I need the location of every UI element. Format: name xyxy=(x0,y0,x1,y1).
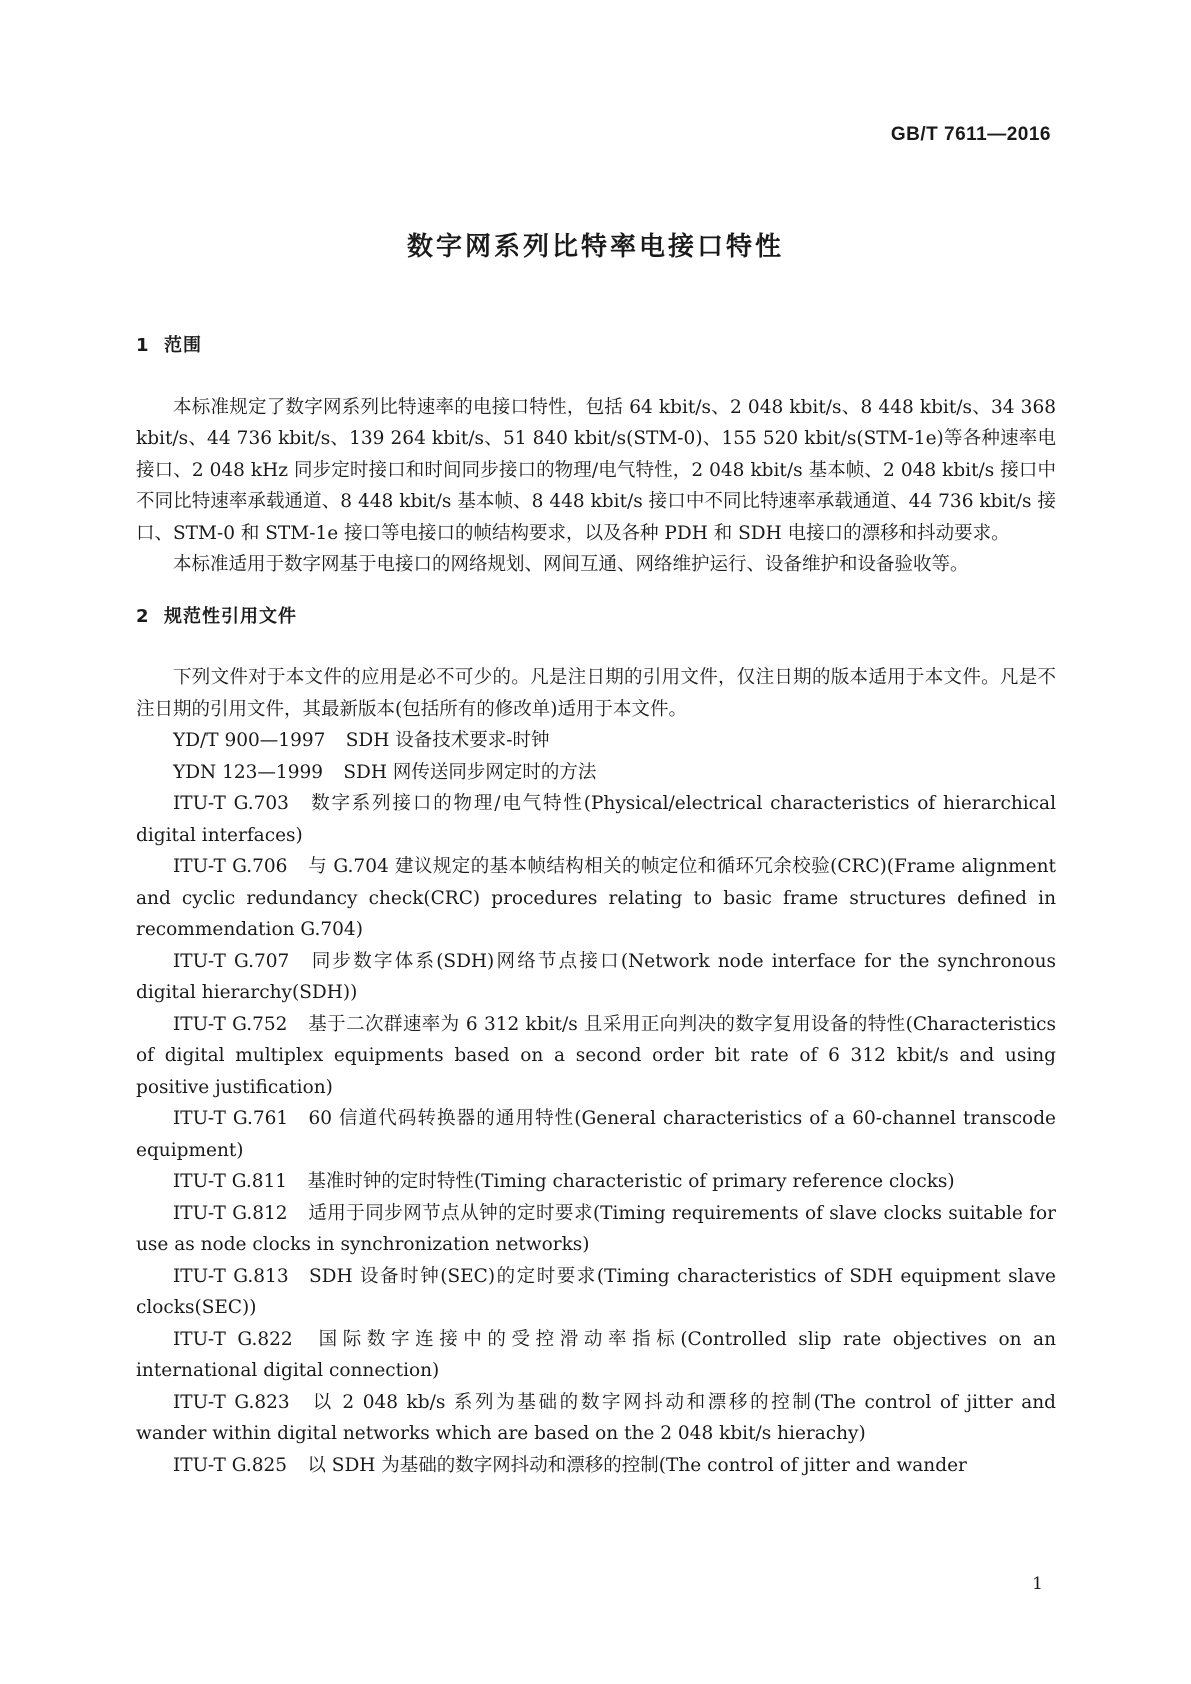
reference-text: 以 SDH 为基础的数字网抖动和漂移的控制(The control of jitter and wander xyxy=(307,1454,967,1476)
document-body xyxy=(136,330,1056,1481)
section-2-heading xyxy=(136,601,1056,633)
section-1-heading xyxy=(136,330,1056,362)
reference-text: SDH 网传送同步网定时的方法 xyxy=(343,761,597,783)
reference-item xyxy=(136,1103,1056,1166)
reference-text: SDH 设备技术要求-时钟 xyxy=(345,730,550,751)
reference-code: ITU-T G.811 xyxy=(173,1171,288,1192)
document-title: 数字网系列比特率电接口特性 xyxy=(406,232,784,262)
reference-code: ITU-T G.823 xyxy=(173,1391,290,1413)
reference-code: ITU-T G.812 xyxy=(173,1202,288,1224)
section-1-number: 1 xyxy=(136,335,150,356)
reference-code: YDN 123—1999 xyxy=(173,761,324,783)
section-2-number: 2 xyxy=(136,605,150,627)
reference-code: YD/T 900—1997 xyxy=(173,730,326,751)
reference-code: ITU-T G.825 xyxy=(173,1454,288,1476)
reference-text: SDH 设备时钟(SEC)的定时要求(Timing characteristics of SDH equipment slave clocks(SEC)) xyxy=(136,1265,1056,1318)
reference-item xyxy=(136,1166,1056,1198)
reference-item xyxy=(136,1450,1056,1482)
reference-item xyxy=(136,1387,1056,1450)
reference-code: ITU-T G.752 xyxy=(173,1013,288,1035)
reference-text: 60 信道代码转换器的通用特性(General characteristics of a 60-channel transcode equipment) xyxy=(136,1108,1056,1161)
reference-item xyxy=(136,788,1056,851)
reference-text: 与 G.704 建议规定的基本帧结构相关的帧定位和循环冗余校验(CRC)(Frame alignment and cyclic redundancy check(CRC) procedures relating to basic frame structures defined in recommendation G.704) xyxy=(136,856,1056,940)
section-1-paragraph: 本标准适用于数字网基于电接口的网络规划、网间互通、网络维护运行、设备维护和设备验收等。 xyxy=(173,554,969,575)
reference-text: 适用于同步网节点从钟的定时要求(Timing requirements of slave clocks suitable for use as node clocks in synchronization networks) xyxy=(136,1202,1056,1255)
reference-item xyxy=(136,1198,1056,1261)
reference-item xyxy=(136,946,1056,1009)
section-2-title: 规范性引用文件 xyxy=(164,605,297,627)
section-1-paragraph: 本标准规定了数字网系列比特速率的电接口特性，包括 64 kbit/s、2 048 kbit/s、8 448 kbit/s、34 368 kbit/s、44 736 kbit/s、139 264 kbit/s、51 840 kbit/s(STM-0)、155 520 kbit/s(STM-1e)等各种速率电接口、2 048 kHz 同步定时接口和时间同步接口的物理/电气特性，2 048 kbit/s 基本帧、2 048 kbit/s 接口中不同比特速率承载通道、8 448 kbit/s 基本帧、8 448 kbit/s 接口中不同比特速率承载通道、44 736 kbit/s 接口、STM-0 和 STM-1e 接口等电接口的帧结构要求，以及各种 PDH 和 SDH 电接口的漂移和抖动要求。 xyxy=(136,396,1056,544)
reference-item xyxy=(136,1009,1056,1104)
reference-code: ITU-T G.761 xyxy=(173,1108,289,1129)
reference-item xyxy=(136,851,1056,946)
page-number: 1 xyxy=(1032,1574,1043,1594)
reference-item xyxy=(136,1261,1056,1324)
reference-code: ITU-T G.703 xyxy=(173,793,289,814)
section-2-intro: 下列文件对于本文件的应用是必不可少的。凡是注日期的引用文件，仅注日期的版本适用于本文件。凡是不注日期的引用文件，其最新版本(包括所有的修改单)适用于本文件。 xyxy=(136,667,1056,720)
reference-code: ITU-T G.706 xyxy=(173,856,288,877)
standard-code: GB/T 7611—2016 xyxy=(890,124,1051,145)
reference-code: ITU-T G.822 xyxy=(173,1328,293,1350)
reference-code: ITU-T G.813 xyxy=(173,1265,289,1287)
reference-item xyxy=(136,725,1056,757)
reference-item xyxy=(136,757,1056,789)
reference-text: 基准时钟的定时特性(Timing characteristic of primary reference clocks) xyxy=(307,1171,955,1192)
reference-text: 以 2 048 kb/s 系列为基础的数字网抖动和漂移的控制(The control of jitter and wander within digital networks which are based on the 2 048 kbit/s hierachy) xyxy=(136,1391,1056,1444)
section-1-title: 范围 xyxy=(164,335,202,356)
reference-text: 数字系列接口的物理/电气特性(Physical/electrical characteristics of hierarchical digital interfaces) xyxy=(136,793,1056,846)
reference-text: 基于二次群速率为 6 312 kbit/s 且采用正向判决的数字复用设备的特性(Characteristics of digital multiplex equipments based on a second order bit rate of 6 312 kbit/s and using positive justification) xyxy=(136,1013,1056,1098)
reference-text: 同步数字体系(SDH)网络节点接口(Network node interface for the synchronous digital hierarchy(SDH)) xyxy=(136,950,1056,1003)
reference-item xyxy=(136,1324,1056,1387)
reference-code: ITU-T G.707 xyxy=(173,950,290,972)
reference-text: 国际数字连接中的受控滑动率指标(Controlled slip rate objectives on an international digital connection) xyxy=(136,1328,1056,1381)
